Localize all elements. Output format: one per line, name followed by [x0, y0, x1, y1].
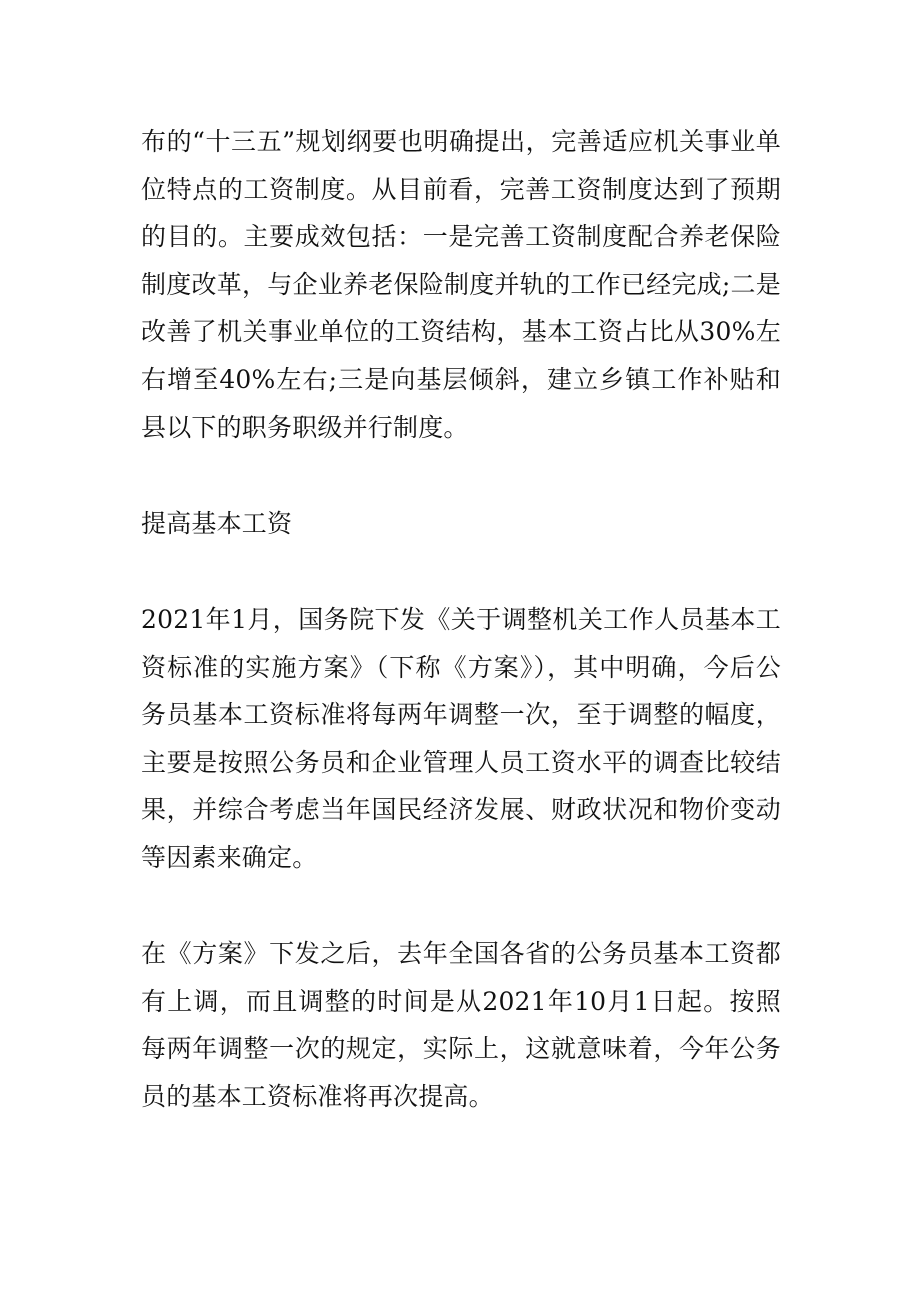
body-paragraph-2: 2021年1月，国务院下发《关于调整机关工作人员基本工资标准的实施方案》（下称《方案》），其中明确，今后公务员基本工资标准将每两年调整一次，至于调整的幅度，主要是按照公务员和企业管理人员工资水平的调查比较结果，并综合考虑当年国民经济发展、财政状况和物价变动等因素来确定。 — [141, 605, 781, 872]
body-paragraph-3: 在《方案》下发之后，去年全国各省的公务员基本工资都有上调，而且调整的时间是从2021年10月1日起。按照每两年调整一次的规定，实际上，这就意味着，今年公务员的基本工资标准将再次提高。 — [141, 939, 781, 1111]
section-heading: 提高基本工资 — [141, 509, 293, 538]
body-paragraph-1: 布的“十三五”规划纲要也明确提出，完善适应机关事业单位特点的工资制度。从目前看，完善工资制度达到了预期的目的。主要成效包括：一是完善工资制度配合养老保险制度改革，与企业养老保险制度并轨的工作已经完成;二是改善了机关事业单位的工资结构，基本工资占比从30%左右增至40%左右;三是向基层倾斜，建立乡镇工作补贴和县以下的职务职级并行制度。 — [141, 127, 781, 442]
